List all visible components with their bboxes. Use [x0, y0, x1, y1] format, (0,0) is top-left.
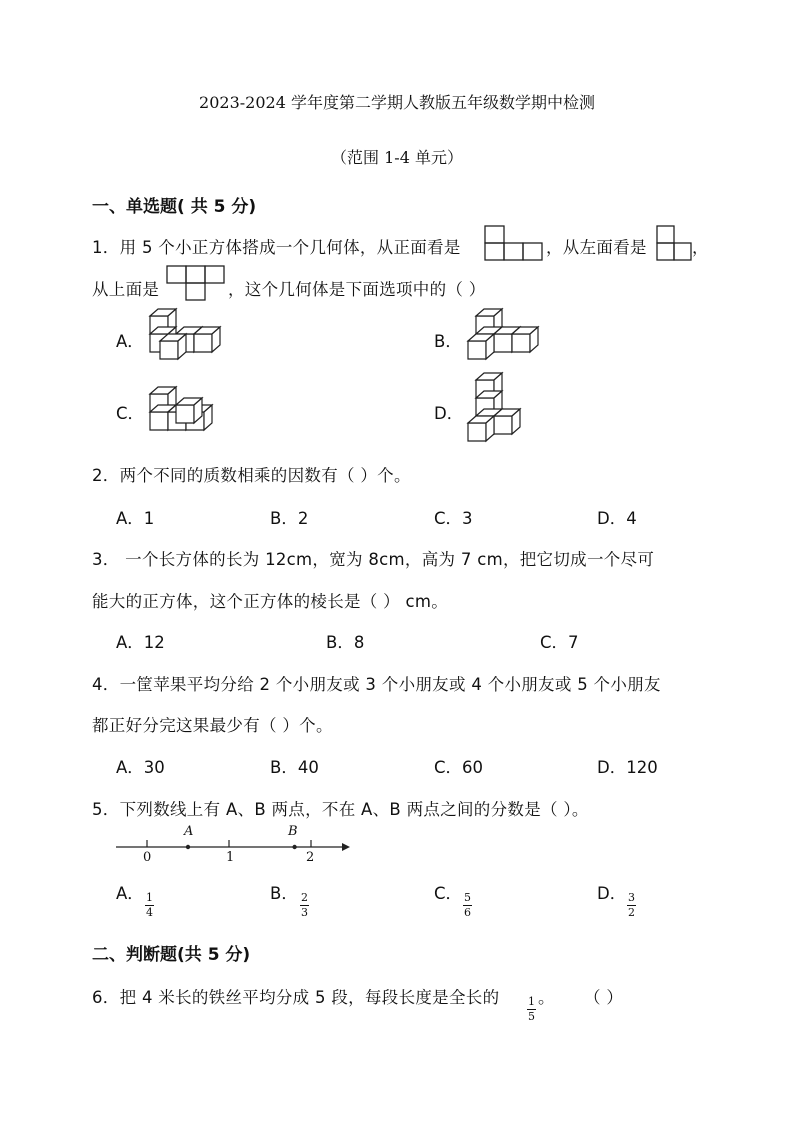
cube-icon [512, 327, 538, 352]
q5-option-a[interactable] [116, 880, 144, 904]
number-line-tick-2: 2 [306, 850, 315, 865]
q1-text-part4: 从上面是 [92, 280, 160, 299]
number-line-point-a [186, 845, 190, 849]
cube-icon [160, 334, 186, 359]
q5-option-a-fraction [145, 886, 154, 919]
q5-b-denominator: 3 [301, 906, 308, 919]
q2-option-d[interactable]: D．4 [597, 509, 637, 528]
q3-option-b[interactable]: B．8 [326, 633, 365, 652]
top-view-figure [166, 265, 228, 301]
q5-option-b-label: B． [270, 884, 298, 903]
q6-fraction [527, 990, 536, 1023]
q4-text-line2: 都正好分完这果最少有（ ）个。 [92, 716, 333, 735]
q5-a-denominator: 4 [146, 906, 153, 919]
q3-text-line1: 3． 一个长方体的长为 12cm，宽为 8cm，高为 7 cm，把它切成一个尽可 [92, 550, 655, 569]
section-title-single-choice: 一、单选题( 共 5 分) [92, 197, 257, 217]
q1-option-a-figure [146, 304, 221, 364]
cube-icon [468, 416, 494, 441]
q5-c-numerator: 5 [464, 891, 471, 904]
cube-icon [468, 334, 494, 359]
page-title: 2023-2024 学年度第二学期人教版五年级数学期中检测 [199, 93, 595, 112]
left-view-figure [656, 225, 696, 261]
q5-option-d-fraction [627, 886, 636, 919]
number-line-tick-0: 0 [143, 850, 152, 865]
q6-numerator: 1 [528, 995, 535, 1008]
front-view-figure [484, 225, 544, 261]
q6-denominator: 5 [528, 1010, 535, 1023]
cube-icon [494, 409, 520, 434]
q5-option-c[interactable] [434, 880, 462, 904]
q1-option-a[interactable]: A． [116, 332, 144, 351]
q1-option-c[interactable]: C． [116, 404, 145, 423]
q5-option-d[interactable] [597, 880, 626, 904]
q5-option-d-label: D． [597, 884, 627, 903]
number-line-point-b-label: B [288, 824, 298, 839]
number-line-point-a-label: A [184, 824, 194, 839]
q2-option-a[interactable]: A．1 [116, 509, 155, 528]
q3-option-a[interactable]: A．12 [116, 633, 165, 652]
q2-option-b[interactable]: B．2 [270, 509, 309, 528]
q1-option-b[interactable]: B． [434, 332, 462, 351]
q5-text: 5．下列数线上有 A、B 两点，不在 A、B 两点之间的分数是（ ）。 [92, 800, 589, 819]
q6-answer-paren: （ ） [584, 988, 624, 1007]
q4-option-a[interactable]: A．30 [116, 758, 165, 777]
q5-option-b[interactable] [270, 880, 298, 904]
cube-icon [176, 398, 202, 423]
q5-option-c-label: C． [434, 884, 463, 903]
q6-text: 6．把 4 米长的铁丝平均分成 5 段，每段长度是全长的 [92, 988, 500, 1007]
q6-end-punct: 。 [538, 988, 555, 1007]
q3-option-c[interactable]: C．7 [540, 633, 579, 652]
number-line-tick-1: 1 [226, 850, 235, 865]
q2-option-c[interactable]: C．3 [434, 509, 473, 528]
q1-option-d[interactable]: D． [434, 404, 464, 423]
q5-d-numerator: 3 [628, 891, 635, 904]
q5-c-denominator: 6 [464, 906, 471, 919]
q1-option-b-figure [464, 304, 544, 364]
q5-option-c-fraction [463, 886, 472, 919]
q1-text-part1: 1．用 5 个小正方体搭成一个几何体，从正面看是 [92, 238, 461, 257]
q5-d-denominator: 2 [628, 906, 635, 919]
q1-option-d-figure [464, 368, 524, 446]
cube-icon [194, 327, 220, 352]
q4-option-b[interactable]: B．40 [270, 758, 319, 777]
q1-text-part3: ， [692, 238, 709, 257]
section-title-true-false: 二、判断题(共 5 分) [92, 945, 251, 965]
q2-text: 2．两个不同的质数相乘的因数有（ ）个。 [92, 466, 411, 485]
q4-text-line1: 4．一筐苹果平均分给 2 个小朋友或 3 个小朋友或 4 个小朋友或 5 个小朋友 [92, 675, 661, 694]
q1-text-part2: ，从左面看是 [546, 238, 647, 257]
q5-b-numerator: 2 [301, 891, 308, 904]
q1-text-part5: ，这个几何体是下面选项中的（ ） [228, 280, 486, 299]
number-line-point-b [292, 845, 296, 849]
q5-option-a-label: A． [116, 884, 144, 903]
page-subtitle: （范围 1-4 单元） [331, 148, 463, 167]
q4-option-c[interactable]: C．60 [434, 758, 484, 777]
q5-option-b-fraction [300, 886, 309, 919]
q3-text-line2: 能大的正方体，这个正方体的棱长是（ ） cm。 [92, 592, 449, 611]
q1-option-c-figure [146, 382, 221, 434]
q4-option-d[interactable]: D．120 [597, 758, 658, 777]
q5-a-numerator: 1 [146, 891, 153, 904]
